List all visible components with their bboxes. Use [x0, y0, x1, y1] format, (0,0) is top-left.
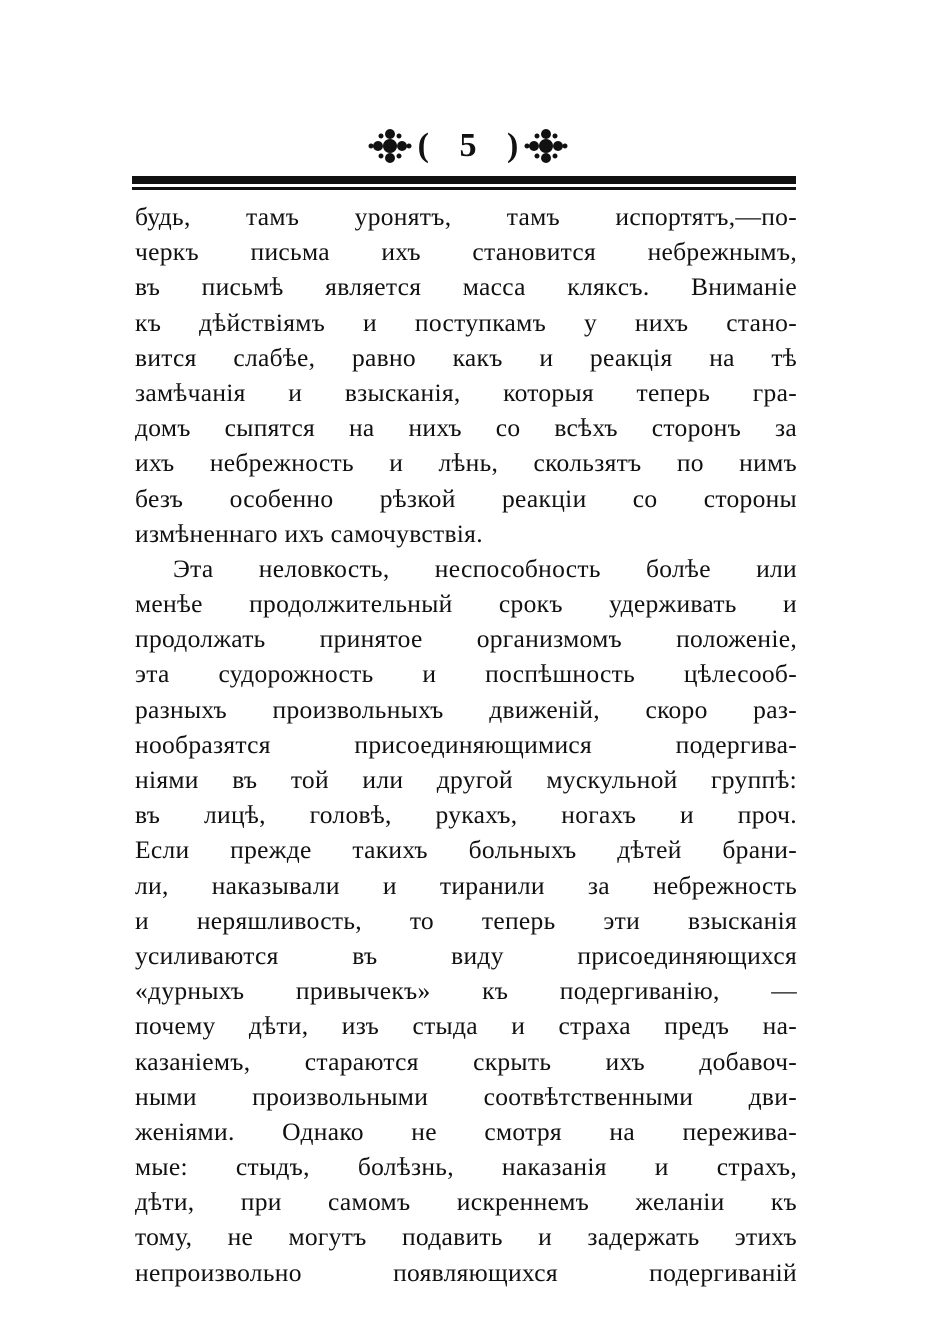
text-line: менѣе продолжительный срокъ удерживать и	[135, 589, 797, 619]
text-line: вится слабѣе, равно какъ и реакція на тѣ	[135, 342, 797, 372]
text-line: разныхъ произвольныхъ движеній, скоро раз-	[135, 694, 797, 724]
text-line: усиливаются въ виду присоединяющихся	[135, 940, 797, 970]
text-line: продолжать принятое организмомъ положеніе,	[135, 624, 797, 654]
text-line: въ письмѣ является масса клякcъ. Вниманіе	[135, 272, 797, 302]
floral-ornament-icon	[368, 126, 412, 166]
page-header	[0, 118, 936, 174]
body-text	[135, 199, 797, 1290]
text-line: непроизвольно появляющихся подергиваній	[135, 1257, 797, 1287]
text-line: почему дѣти, изъ стыда и страха предъ на-	[135, 1011, 797, 1041]
text-line: ными произвольными соотвѣтственными дви-	[135, 1081, 797, 1111]
text-line: казаніемъ, стараются скрыть ихъ добавоч-	[135, 1046, 797, 1076]
text-line: Если прежде такихъ больныхъ дѣтей брани-	[135, 835, 797, 865]
text-line: эта судорожность и поспѣшность цѣлесооб-	[135, 659, 797, 689]
text-line: «дурныхъ привычекъ» къ подергиванію, —	[135, 976, 797, 1006]
text-line: къ дѣйствіямъ и поступкамъ у нихъ стано-	[135, 307, 797, 337]
text-line: ніями въ той или другой мускульной группѣ:	[135, 765, 797, 794]
close-paren: )	[507, 127, 519, 164]
text-line: измѣненнаго ихъ самочувствія.	[135, 518, 483, 548]
text-line: дѣти, при самомъ искреннемъ желаніи къ	[135, 1187, 797, 1217]
paragraph-2	[135, 551, 797, 1290]
text-line: въ лицѣ, головѣ, рукахъ, ногахъ и проч.	[135, 800, 797, 830]
text-line: черкъ письма ихъ становится небрежнымъ,	[135, 237, 797, 267]
header-rule-thin	[132, 187, 796, 190]
text-line: замѣчанія и взысканія, которыя теперь гра-	[135, 377, 797, 407]
floral-ornament-icon	[524, 126, 568, 166]
text-line: ихъ небрежность и лѣнь, скользятъ по нимъ	[135, 448, 797, 478]
text-line: нообразятся присоединяющимися подергива-	[135, 729, 797, 759]
text-line: ли, наказывали и тиранили за небрежность	[135, 870, 797, 900]
text-line: Эта неловкость, неспособность болѣе или	[173, 553, 797, 583]
open-paren: (	[417, 127, 429, 164]
paragraph-1	[135, 199, 797, 551]
text-line: мые: стыдъ, болѣзнь, наказанія и страхъ,	[135, 1152, 797, 1182]
page-header-inner	[368, 118, 569, 174]
header-rule-thick	[132, 176, 796, 184]
text-line: будь, тамъ уронятъ, тамъ испортятъ,—по-	[135, 202, 797, 231]
text-line: тому, не могутъ подавить и задержать этихъ	[135, 1222, 797, 1252]
page-number: 5	[459, 127, 477, 164]
text-line: домъ сыпятся на нихъ со всѣхъ сторонъ за	[135, 413, 797, 443]
text-line: безъ особенно рѣзкой реакціи со стороны	[135, 483, 797, 513]
text-line: женіями. Однако не смотря на пережива-	[135, 1116, 797, 1146]
text-line: и неряшливость, то теперь эти взысканія	[135, 905, 797, 935]
